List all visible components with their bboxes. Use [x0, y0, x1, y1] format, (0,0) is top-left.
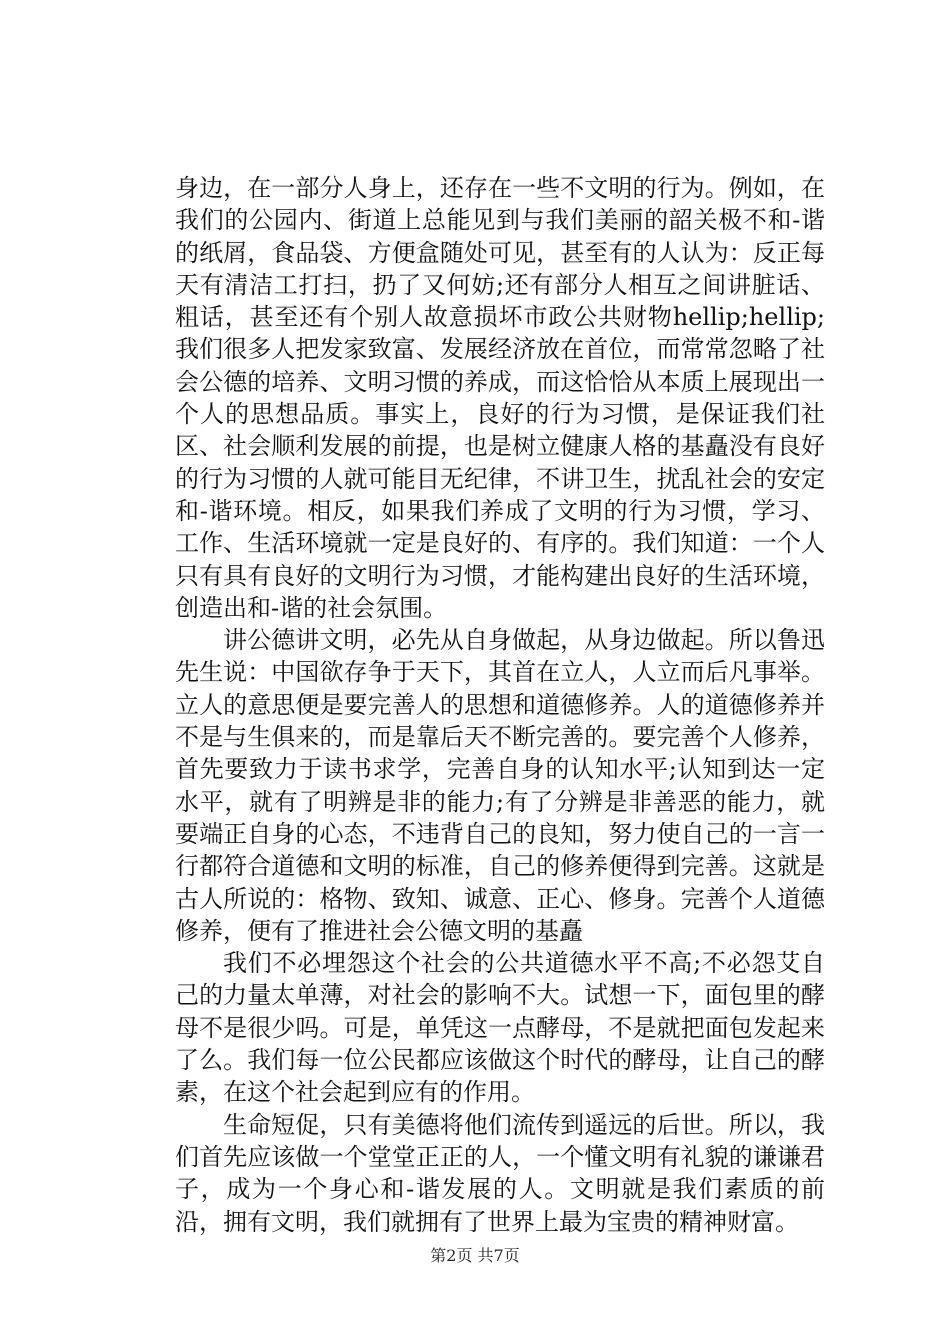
- document-body: [175, 172, 825, 1238]
- paragraph-4: 生命短促，只有美德将他们流传到遥远的后世。所以，我们首先应该做一个堂堂正正的人，一个懂文明有礼貌的谦谦君子，成为一个身心和-谐发展的人。文明就是我们素质的前沿，拥有文明，我们就拥有了世界上最为宝贵的精神财富。: [175, 1110, 825, 1236]
- paragraph-1: 身边，在一部分人身上，还存在一些不文明的行为。例如，在我们的公园内、街道上总能见到与我们美丽的韶关极不和-谐的纸屑，食品袋、方便盒随处可见，甚至有的人认为：反正每天有清洁工打扫，扔了又何妨;还有部分人相互之间讲脏话、粗话，甚至还有个别人故意损坏市政公共财物hellip;hellip;我们很多人把发家致富、发展经济放在首位，而常常忽略了社会公德的培养、文明习惯的养成，而这恰恰从本质上展现出一个人的思想品质。事实上，良好的行为习惯，是保证我们社区、社会顺利发展的前提，也是树立健康人格的基矗没有良好的行为习惯的人就可能目无纪律，不讲卫生，扰乱社会的安定和-谐环境。相反，如果我们养成了文明的行为习惯，学习、工作、生活环境就一定是良好的、有序的。我们知道：一个人只有具有良好的文明行为习惯，才能构建出良好的生活环境，创造出和-谐的社会氛围。: [175, 174, 825, 622]
- page-footer: 第2页 共7页: [430, 1246, 520, 1265]
- paragraph-3: 我们不必埋怨这个社会的公共道德水平不高;不必怨艾自己的力量太单薄，对社会的影响不大。试想一下，面包里的酵母不是很少吗。可是，单凭这一点酵母，不是就把面包发起来了么。我们每一位公民都应该做这个时代的酵母，让自己的酵素，在这个社会起到应有的作用。: [175, 949, 825, 1107]
- paragraph-2: 讲公德讲文明，必先从自身做起，从身边做起。所以鲁迅先生说：中国欲存争于天下，其首在立人，人立而后凡事举。立人的意思便是要完善人的思想和道德修养。人的道德修养并不是与生俱来的，而是靠后天不断完善的。要完善个人修养，首先要致力于读书求学，完善自身的认知水平;认知到达一定水平，就有了明辨是非的能力;有了分辨是非善恶的能力，就要端正自身的心态，不违背自己的良知，努力使自己的一言一行都符合道德和文明的标准，自己的修养便得到完善。这就是古人所说的：格物、致知、诚意、正心、修身。完善个人道德修养，便有了推进社会公德文明的基矗: [175, 626, 825, 945]
